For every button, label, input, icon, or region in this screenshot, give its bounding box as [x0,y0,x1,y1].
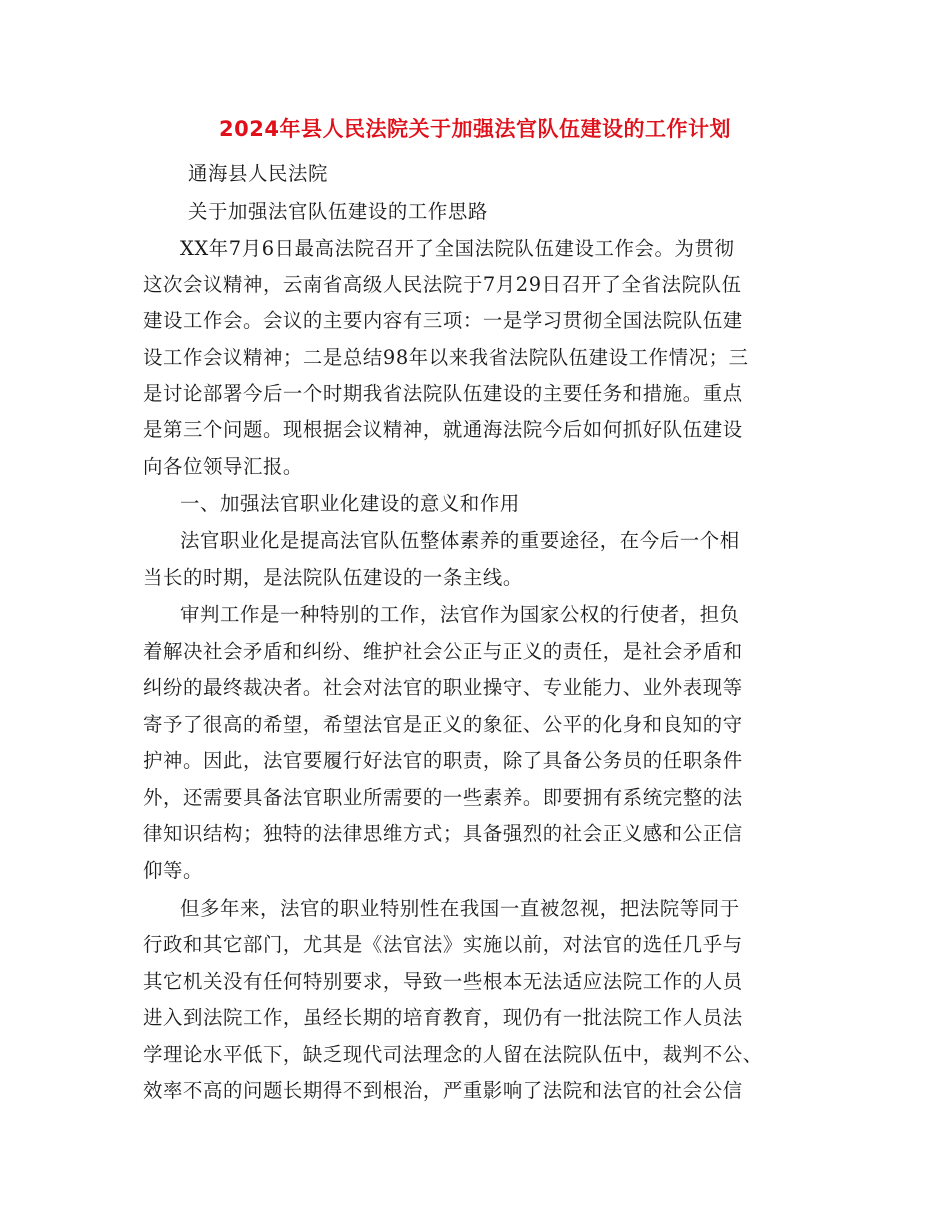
paragraph-line: 律知识结构；独特的法律思维方式；具备强烈的社会正义感和公正信 [143,822,743,845]
court-name-line: 通海县人民法院 [188,162,328,185]
paragraph-line: 向各位领导汇报。 [143,455,303,478]
paragraph-line: 其它机关没有任何特别要求，导致一些根本无法适应法院工作的人员 [143,970,743,993]
paragraph-line: 设工作会议精神；二是总结98年以来我省法院队伍建设工作情况；三 [143,346,749,369]
paragraph-line: 法官职业化是提高法官队伍整体素养的重要途径，在今后一个相 [180,529,740,552]
paragraph-line: 仰等。 [143,859,203,882]
paragraph-line: XX年7月6日最高法院召开了全国法院队伍建设工作会。为贯彻 [180,237,735,260]
paragraph-line: 进入到法院工作，虽经长期的培育教育，现仍有一批法院工作人员法 [143,1006,743,1029]
paragraph-line: 护神。因此，法官要履行好法官的职责，除了具备公务员的任职条件 [143,749,743,772]
paragraph-line: 着解决社会矛盾和纠纷、维护社会公正与正义的责任，是社会矛盾和 [143,640,743,663]
paragraph-line: 是第三个问题。现根据会议精神，就通海法院今后如何抓好队伍建设 [143,418,743,441]
paragraph-line: 外，还需要具备法官职业所需要的一些素养。即要拥有系统完整的法 [143,786,743,809]
paragraph-line: 效率不高的问题长期得不到根治，严重影响了法院和法官的社会公信 [143,1079,743,1102]
paragraph-line: 学理论水平低下，缺乏现代司法理念的人留在法院队伍中，裁判不公、 [143,1043,763,1066]
paragraph-line: 审判工作是一种特别的工作，法官作为国家公权的行使者，担负 [180,603,740,626]
paragraph-line: 当长的时期，是法院队伍建设的一条主线。 [143,566,523,589]
paragraph-line: 寄予了很高的希望，希望法官是正义的象征、公平的化身和良知的守 [143,713,743,736]
paragraph-line: 纠纷的最终裁决者。社会对法官的职业操守、专业能力、业外表现等 [143,676,743,699]
subtitle-line: 关于加强法官队伍建设的工作思路 [188,200,488,223]
section-heading: 一、加强法官职业化建设的意义和作用 [180,492,520,515]
paragraph-line: 行政和其它部门，尤其是《法官法》实施以前，对法官的选任几乎与 [143,933,743,956]
paragraph-line: 但多年来，法官的职业特别性在我国一直被忽视，把法院等同于 [180,897,740,920]
paragraph-line: 这次会议精神，云南省高级人民法院于7月29日召开了全省法院队伍 [143,273,742,296]
document-title: 2024年县人民法院关于加强法官队伍建设的工作计划 [219,117,731,141]
paragraph-line: 建设工作会。会议的主要内容有三项：一是学习贯彻全国法院队伍建 [143,309,743,332]
paragraph-line: 是讨论部署今后一个时期我省法院队伍建设的主要任务和措施。重点 [143,382,743,405]
